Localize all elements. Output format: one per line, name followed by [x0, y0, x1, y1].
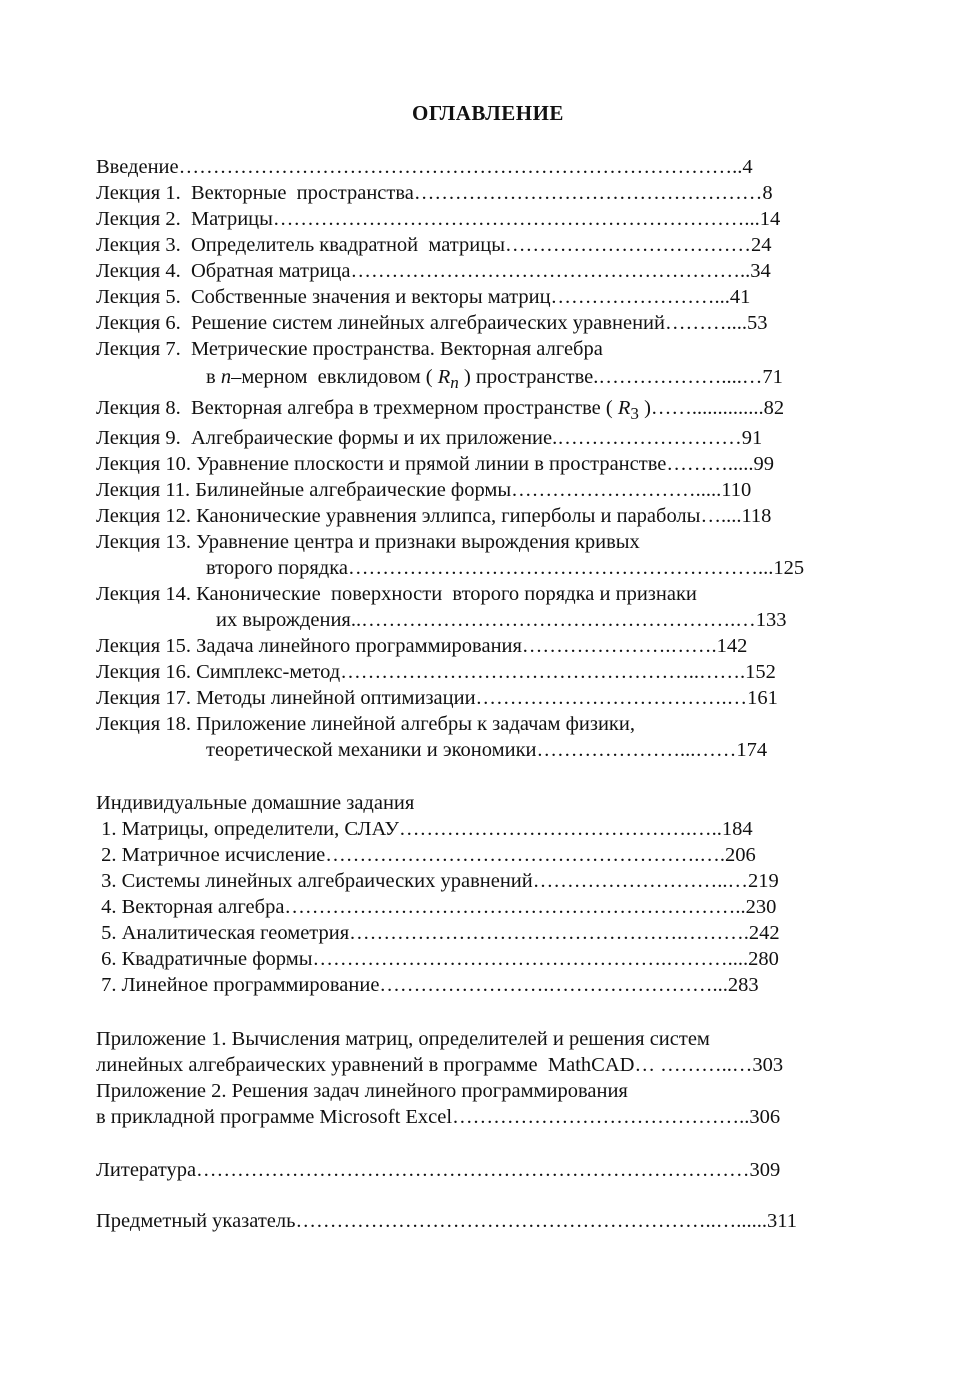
toc-entry-lecture-15: Лекция 15. Задача линейного программирования………………….…….142: [96, 635, 748, 657]
math-var-n: n: [220, 366, 232, 388]
text-fragment: ) пространстве.………………....…71: [458, 366, 783, 388]
toc-entry-lecture-7-cont: [206, 364, 783, 396]
toc-entry-lecture-18-cont: теоретической механики и экономики…………………...……174: [206, 739, 768, 761]
homework-entry-3: 3. Системы линейных алгебраических уравнений………………………..…219: [96, 870, 779, 892]
toc-entry-lecture-8: [96, 395, 784, 427]
toc-entry-lecture-9: Лекция 9. Алгебраические формы и их приложение.………………………91: [96, 427, 763, 449]
homework-entry-5: 5. Аналитическая геометрия………………………………………….……….242: [96, 922, 780, 944]
toc-entry-lecture-5: Лекция 5. Собственные значения и векторы матриц……………………...41: [96, 286, 751, 308]
math-subscript: 3: [630, 404, 639, 424]
toc-entry-lecture-13: Лекция 13. Уравнение центра и признаки вырождения кривых: [96, 531, 640, 553]
homework-heading: Индивидуальные домашние задания: [96, 792, 415, 814]
toc-entry-lecture-14: Лекция 14. Канонические поверхности второго порядка и признаки: [96, 583, 697, 605]
homework-entry-4: 4. Векторная алгебра…………………………………………………………..230: [96, 896, 777, 918]
appendix-2: Приложение 2. Решения задач линейного программирования: [96, 1080, 628, 1102]
homework-entry-2: 2. Матричное исчисление……………………………………………….….206: [96, 844, 756, 866]
toc-entry-lecture-18: Лекция 18. Приложение линейной алгебры к задачам физики,: [96, 713, 635, 735]
text-fragment: Лекция 8. Векторная алгебра в трехмерном пространстве (: [96, 397, 618, 419]
toc-entry-intro: Введение………………………………………………………………………..4: [96, 156, 753, 178]
toc-entry-lecture-11: Лекция 11. Билинейные алгебраические формы……………………….....110: [96, 479, 752, 501]
math-subscript: n: [450, 373, 459, 393]
toc-entry-lecture-3: Лекция 3. Определитель квадратной матрицы………………………………24: [96, 234, 772, 256]
toc-entry-lecture-6: Лекция 6. Решение систем линейных алгебраических уравнений………....53: [96, 312, 768, 334]
math-var-r: R: [617, 397, 631, 419]
appendix-1-cont: линейных алгебраических уравнений в программе MathCAD… ………..…303: [96, 1054, 784, 1076]
literature-entry: Литература………………………………………………………………………309: [96, 1159, 781, 1181]
toc-entry-lecture-13-cont: второго порядка……………………………………………………...125: [206, 557, 805, 579]
page-title: ОГЛАВЛЕНИЕ: [412, 101, 564, 125]
subject-index-entry: Предметный указатель……………………………………………………..…......311: [96, 1210, 797, 1232]
toc-entry-lecture-16: Лекция 16. Симплекс-метод……………………………………………..…….152: [96, 661, 776, 683]
text-fragment: в: [206, 366, 221, 388]
toc-entry-lecture-1: Лекция 1. Векторные пространства……………………………………………8: [96, 182, 773, 204]
appendix-2-cont: в прикладной программе Microsoft Excel……………………………………..306: [96, 1106, 781, 1128]
text-fragment: –мерном евклидовом (: [231, 366, 438, 388]
toc-entry-lecture-17: Лекция 17. Методы линейной оптимизации……………………………….…161: [96, 687, 778, 709]
appendix-1: Приложение 1. Вычисления матриц, определителей и решения систем: [96, 1028, 710, 1050]
math-var-r: R: [437, 366, 451, 388]
homework-entry-1: 1. Матрицы, определители, СЛАУ…………………………………….…..184: [96, 818, 753, 840]
toc-entry-lecture-12: Лекция 12. Канонические уравнения эллипса, гиперболы и параболы…....118: [96, 505, 772, 527]
toc-entry-lecture-10: Лекция 10. Уравнение плоскости и прямой линии в пространстве……….....99: [96, 453, 774, 475]
toc-entry-lecture-7: Лекция 7. Метрические пространства. Векторная алгебра: [96, 338, 603, 360]
text-fragment: )……..............82: [638, 397, 785, 419]
toc-entry-lecture-2: Лекция 2. Матрицы……………………………………………………………...14: [96, 208, 781, 230]
toc-entry-lecture-14-cont: их вырождения..……………………………………………….…133: [216, 609, 787, 631]
homework-entry-6: 6. Квадратичные формы…………………………………………….………....280: [96, 948, 779, 970]
homework-entry-7: 7. Линейное программирование…………………….……………………...283: [96, 974, 759, 996]
toc-entry-lecture-4: Лекция 4. Обратная матрица…………………………………………………..34: [96, 260, 771, 282]
